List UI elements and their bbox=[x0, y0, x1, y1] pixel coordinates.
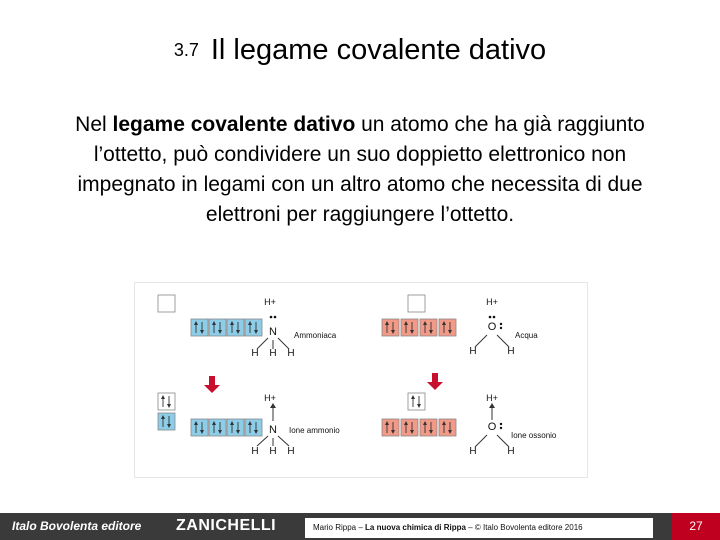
h2o-orbital-box-0 bbox=[382, 319, 399, 336]
nh4-orbital-box-3 bbox=[245, 419, 262, 436]
o-lone-pair-3a bbox=[500, 423, 502, 425]
filled-h-box-2 bbox=[408, 393, 425, 410]
page-number: 27 bbox=[672, 513, 720, 540]
o-lone-pair-2b bbox=[500, 327, 502, 329]
credit-author: Mario Rippa – bbox=[313, 523, 366, 532]
water-label: Acqua bbox=[515, 331, 538, 340]
n-atom-label-2: N bbox=[269, 424, 277, 436]
reaction-arrow-right-head bbox=[427, 382, 443, 390]
body-paragraph bbox=[60, 110, 660, 230]
o-lone-pair-1-b bbox=[493, 316, 496, 319]
o-lone-pair-1-a bbox=[489, 316, 492, 319]
o-atom-label: O bbox=[487, 321, 497, 333]
h-plus-label-3: H+ bbox=[264, 393, 276, 403]
dative-arrow-head-right bbox=[489, 403, 495, 408]
n-lone-pair-b bbox=[274, 316, 277, 319]
oxonium-label: Ione ossonio bbox=[511, 431, 557, 440]
footer-bar bbox=[0, 513, 720, 540]
empty-orbital-box-2 bbox=[408, 295, 425, 312]
dative-bond-figure bbox=[134, 282, 588, 478]
bond-n-h6 bbox=[278, 436, 289, 446]
body-text-bold: legame covalente dativo bbox=[112, 113, 356, 136]
credit-rest: – © Italo Bovolenta editore 2016 bbox=[465, 523, 583, 532]
nh3-orbital-box-0 bbox=[191, 319, 208, 336]
hydrogen-orbital-box bbox=[158, 413, 175, 430]
reaction-arrow-right-shaft bbox=[432, 373, 438, 382]
credit-book: La nuova chimica di Rippa bbox=[365, 523, 466, 532]
h-atom-6: H bbox=[251, 446, 259, 457]
dative-arrow-head-left bbox=[270, 403, 276, 408]
h3o-orbital-box-1 bbox=[401, 419, 418, 436]
reaction-arrow-left-shaft bbox=[209, 376, 215, 385]
h2o-orbital-box-1 bbox=[401, 319, 418, 336]
h-atom-4: H bbox=[469, 346, 477, 357]
h-atom-2: H bbox=[269, 348, 277, 359]
h-atom-5: H bbox=[507, 346, 515, 357]
filled-h-box bbox=[158, 393, 175, 410]
nh3-orbital-box-1 bbox=[209, 319, 226, 336]
nh4-orbital-box-1 bbox=[209, 419, 226, 436]
h-atom-8: H bbox=[287, 446, 295, 457]
h3o-orbital-box-0 bbox=[382, 419, 399, 436]
bond-o-h3 bbox=[475, 435, 487, 447]
h-atom-9: H bbox=[469, 446, 477, 457]
publisher-zanichelli: ZANICHELLI bbox=[176, 517, 277, 534]
n-lone-pair-a bbox=[270, 316, 273, 319]
h2o-orbital-box-2 bbox=[420, 319, 437, 336]
bond-n-h1 bbox=[257, 338, 268, 349]
nh3-orbital-box-3 bbox=[245, 319, 262, 336]
title-text: Il legame covalente dativo bbox=[210, 34, 547, 66]
publisher-bovolenta: Italo Bovolenta editore bbox=[12, 519, 142, 533]
body-text-part1: Nel bbox=[75, 113, 113, 136]
h-atom-10: H bbox=[507, 446, 515, 457]
h3o-orbital-box-3 bbox=[439, 419, 456, 436]
ammonium-label: Ione ammonio bbox=[289, 426, 340, 435]
n-atom-label: N bbox=[269, 326, 277, 338]
credit-line bbox=[305, 518, 653, 538]
o-atom-label-2: O bbox=[487, 421, 497, 433]
reaction-arrow-left-head bbox=[204, 385, 220, 393]
body-text-part2: un atomo che ha già raggiunto l’ottetto, può condividere un suo doppietto elettronico non impegnato in legami con un altro atomo che necessita di due elettroni per raggiungere l’ottetto. bbox=[77, 113, 645, 226]
h2o-orbital-box-3 bbox=[439, 319, 456, 336]
h-plus-label-4: H+ bbox=[486, 393, 498, 403]
nh3-orbital-box-2 bbox=[227, 319, 244, 336]
h-plus-label: H+ bbox=[264, 297, 276, 307]
orbital-boxes bbox=[158, 295, 456, 436]
h-atom-7: H bbox=[269, 446, 277, 457]
ammonia-label: Ammoniaca bbox=[294, 331, 337, 340]
h-plus-label-2: H+ bbox=[486, 297, 498, 307]
o-lone-pair-3b bbox=[500, 427, 502, 429]
section-number: 3.7 bbox=[173, 40, 199, 60]
figure-svg bbox=[135, 283, 587, 477]
h3o-orbital-box-2 bbox=[420, 419, 437, 436]
h-atom-1: H bbox=[251, 348, 259, 359]
nh4-orbital-box-2 bbox=[227, 419, 244, 436]
slide-title bbox=[0, 34, 720, 67]
nh4-orbital-box-0 bbox=[191, 419, 208, 436]
empty-orbital-box bbox=[158, 295, 175, 312]
bond-o-h1 bbox=[475, 335, 487, 347]
o-lone-pair-2a bbox=[500, 323, 502, 325]
bond-n-h4 bbox=[257, 436, 268, 446]
h-atom-3: H bbox=[287, 348, 295, 359]
